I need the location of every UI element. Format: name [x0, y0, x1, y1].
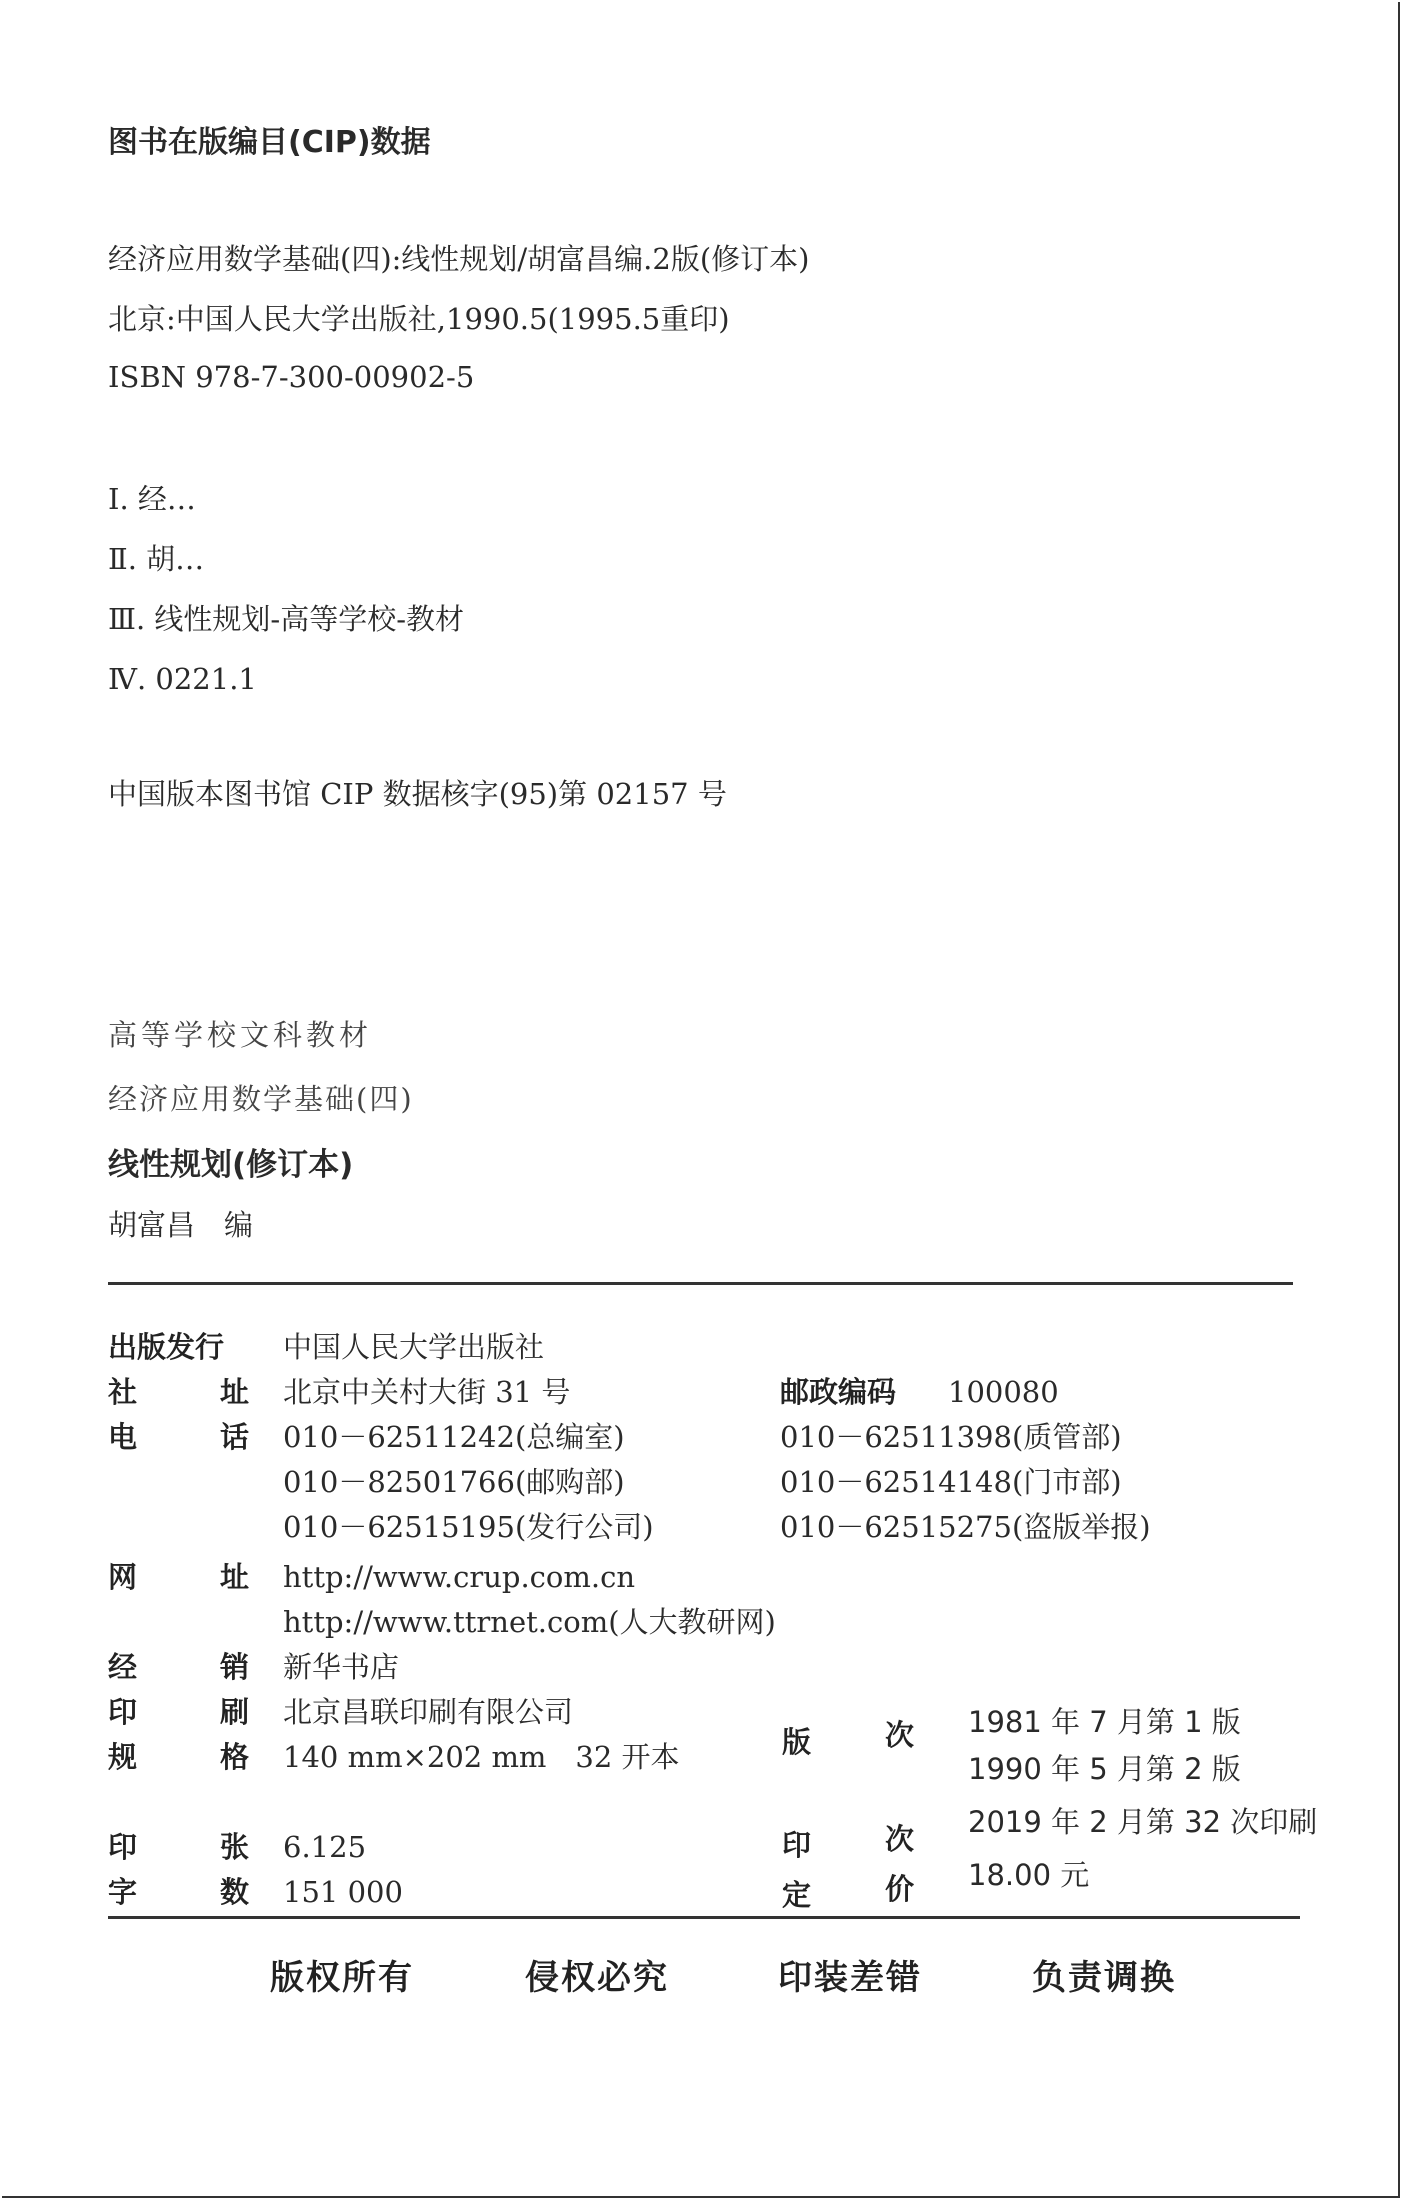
price-label: 价 — [885, 1872, 915, 1906]
sheets: 6.125 — [283, 1830, 367, 1864]
footer-slogan: 印装差错 — [778, 1958, 922, 1998]
spec-label: 格 — [220, 1740, 250, 1774]
cip-heading: 图书在版编目(CIP)数据 — [108, 125, 431, 160]
address-label: 址 — [220, 1375, 250, 1409]
price: 18.00 元 — [968, 1858, 1090, 1892]
printing-label: 印 — [782, 1828, 812, 1862]
web-label: 址 — [220, 1560, 250, 1594]
website: http://www.crup.com.cn — [283, 1560, 636, 1594]
phone: 010－82501766(邮购部) — [283, 1465, 625, 1499]
phone: 010－62511242(总编室) — [283, 1420, 625, 1454]
edition-label: 版 — [782, 1725, 812, 1759]
printer: 北京昌联印刷有限公司 — [283, 1695, 574, 1729]
footer-slogan: 负责调换 — [1032, 1958, 1176, 1998]
subseries: 经济应用数学基础(四) — [108, 1082, 414, 1116]
words-label: 数 — [220, 1875, 250, 1909]
address-label: 社 — [108, 1375, 138, 1409]
printing: 2019 年 2 月第 32 次印刷 — [968, 1805, 1318, 1839]
price-label: 定 — [782, 1878, 812, 1912]
website: http://www.ttrnet.com(人大教研网) — [283, 1605, 776, 1639]
phone: 010－62514148(门市部) — [780, 1465, 1122, 1499]
sheets-label: 印 — [108, 1830, 138, 1864]
footer-slogan: 侵权必究 — [525, 1958, 669, 1998]
divider — [108, 1916, 1300, 1919]
phone: 010－62515275(盗版举报) — [780, 1510, 1151, 1544]
words-label: 字 — [108, 1875, 138, 1909]
distributor-label: 销 — [220, 1650, 250, 1684]
publisher: 中国人民大学出版社 — [283, 1330, 545, 1364]
edition: 1981 年 7 月第 1 版 — [968, 1705, 1241, 1739]
subject-entry: Ⅰ. 经… — [108, 482, 196, 516]
spec: 140 mm×202 mm 32 开本 — [283, 1740, 680, 1774]
subject-entry: Ⅳ. 0221.1 — [108, 662, 257, 696]
isbn: ISBN 978-7-300-00902-5 — [108, 360, 475, 394]
subject-entry: Ⅱ. 胡… — [108, 542, 205, 576]
edition-label: 次 — [885, 1718, 915, 1752]
edition: 1990 年 5 月第 2 版 — [968, 1752, 1241, 1786]
series: 高等学校文科教材 — [108, 1018, 373, 1052]
printer-label: 印 — [108, 1695, 138, 1729]
phone: 010－62515195(发行公司) — [283, 1510, 654, 1544]
address: 北京中关村大街 31 号 — [283, 1375, 571, 1409]
distributor-label: 经 — [108, 1650, 138, 1684]
postcode: 100080 — [948, 1375, 1059, 1409]
sheets-label: 张 — [220, 1830, 250, 1864]
word-count: 151 000 — [283, 1875, 403, 1909]
publisher-label: 出版发行 — [108, 1330, 225, 1364]
book-title: 线性规划(修订本) — [108, 1147, 354, 1183]
library-note: 中国版本图书馆 CIP 数据核字(95)第 02157 号 — [108, 777, 727, 811]
spec-label: 规 — [108, 1740, 138, 1774]
printer-label: 刷 — [220, 1695, 250, 1729]
web-label: 网 — [108, 1560, 138, 1594]
phone: 010－62511398(质管部) — [780, 1420, 1122, 1454]
subject-entry: Ⅲ. 线性规划-高等学校-教材 — [108, 602, 465, 636]
divider — [108, 1282, 1293, 1285]
footer-slogan: 版权所有 — [270, 1958, 414, 1998]
postcode-label: 邮政编码 — [780, 1375, 897, 1409]
distributor: 新华书店 — [283, 1650, 400, 1684]
phone-label: 电 — [108, 1420, 138, 1454]
cip-line: 经济应用数学基础(四):线性规划/胡富昌编.2版(修订本) — [108, 242, 810, 276]
printing-label: 次 — [885, 1822, 915, 1856]
author: 胡富昌 编 — [108, 1208, 254, 1242]
phone-label: 话 — [220, 1420, 250, 1454]
cip-line: 北京:中国人民大学出版社,1990.5(1995.5重印) — [108, 302, 730, 336]
